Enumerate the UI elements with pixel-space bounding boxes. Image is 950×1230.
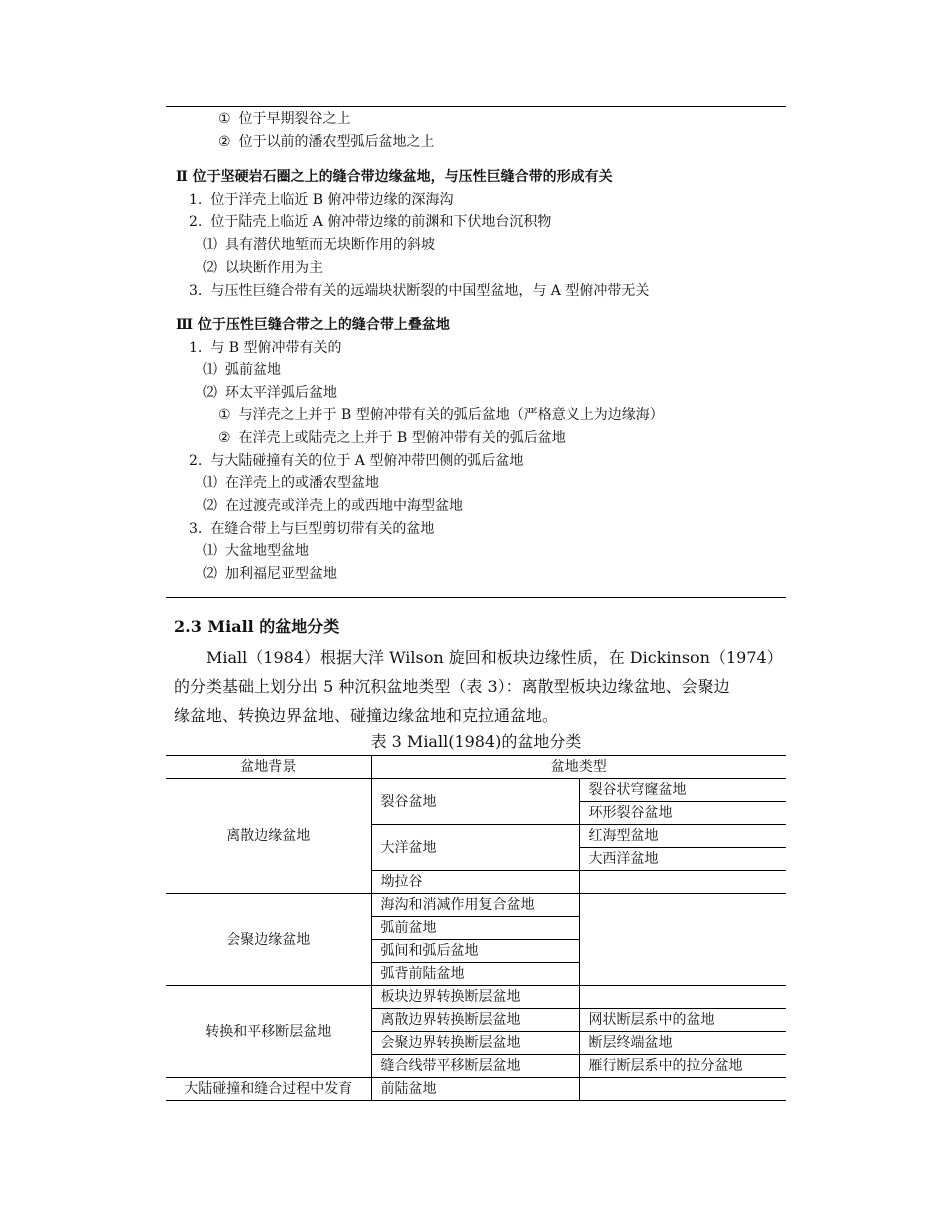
table-row [166, 1078, 786, 1101]
top-rule [166, 106, 786, 107]
table-cell: 大西洋盆地 [579, 848, 786, 871]
list-marker: ⑴ [203, 475, 217, 491]
list-marker: 1. [189, 340, 203, 356]
column-header: 盆地类型 [371, 756, 786, 779]
table-cell-empty [579, 894, 786, 986]
table-cell: 弧间和弧后盆地 [371, 940, 579, 963]
list-marker: ⑵ [203, 260, 217, 276]
list-item [189, 452, 523, 470]
paragraph-line: 的分类基础上划分出 5 种沉积盆地类型（表 3）：离散型板块边缘盆地、会聚边 [174, 677, 730, 696]
list-text: 以块断作用为主 [225, 260, 323, 276]
heading-iii: Ⅲ 位于压性巨缝合带之上的缝合带上叠盆地 [176, 317, 450, 333]
table-cell: 海沟和消减作用复合盆地 [371, 894, 579, 917]
table-cell: 断层终端盆地 [579, 1032, 786, 1055]
list-item [189, 339, 342, 357]
table-cell: 弧背前陆盆地 [371, 963, 579, 986]
list-text: 具有潜伏地堑而无块断作用的斜坡 [225, 237, 435, 253]
list-item [218, 110, 351, 128]
list-text: 在缝合带上与巨型剪切带有关的盆地 [210, 521, 435, 537]
table-row [166, 986, 786, 1009]
list-item [203, 384, 337, 402]
list-text: 与 B 型俯冲带有关的 [210, 340, 342, 356]
table-cell: 前陆盆地 [371, 1078, 579, 1101]
list-text: 大盆地型盆地 [225, 543, 309, 559]
list-marker: ⑵ [203, 566, 217, 582]
list-item [203, 565, 337, 583]
group-cell: 会聚边缘盆地 [166, 894, 371, 986]
table-cell: 板块边界转换断层盆地 [371, 986, 579, 1009]
paragraph-line: Miall（1984）根据大洋 Wilson 旋回和板块边缘性质，在 Dickinson（1974） [206, 648, 783, 667]
list-marker: ⑴ [203, 362, 217, 378]
list-marker: ② [218, 430, 231, 446]
table-cell: 裂谷盆地 [371, 779, 579, 825]
table-cell: 离散边界转换断层盆地 [371, 1009, 579, 1032]
list-text: 弧前盆地 [225, 362, 281, 378]
table-cell: 大洋盆地 [371, 825, 579, 871]
table-cell: 网状断层系中的盆地 [579, 1009, 786, 1032]
table-cell: 坳拉谷 [371, 871, 579, 894]
list-item [218, 133, 435, 151]
table-header-row [166, 756, 786, 779]
list-marker: ⑵ [203, 498, 217, 514]
table-cell: 雁行断层系中的拉分盆地 [579, 1055, 786, 1078]
list-marker: ⑵ [203, 385, 217, 401]
group-cell: 转换和平移断层盆地 [166, 986, 371, 1078]
list-marker: 2. [189, 453, 203, 469]
bottom-rule [166, 597, 786, 598]
list-marker: ⑴ [203, 237, 217, 253]
list-item [203, 542, 309, 560]
list-text: 加利福尼亚型盆地 [225, 566, 337, 582]
list-item [218, 406, 664, 424]
list-marker: ① [218, 407, 231, 423]
table-cell: 红海型盆地 [579, 825, 786, 848]
list-marker: 2. [189, 214, 203, 230]
list-text: 位于陆壳上临近 A 俯冲带边缘的前渊和下伏地台沉积物 [210, 214, 552, 230]
table-row [166, 894, 786, 917]
list-text: 在洋壳上的或潘农型盆地 [225, 475, 379, 491]
section-title: 2.3 Miall 的盆地分类 [174, 617, 340, 636]
list-item [218, 429, 566, 447]
list-text: 与洋壳之上并于 B 型俯冲带有关的弧后盆地（严格意义上为边缘海） [238, 407, 664, 423]
table-cell: 环形裂谷盆地 [579, 802, 786, 825]
list-text: 环太平洋弧后盆地 [225, 385, 337, 401]
list-text: 与大陆碰撞有关的位于 A 型俯冲带凹侧的弧后盆地 [210, 453, 524, 469]
list-marker: 1. [189, 192, 203, 208]
table-cell-empty [579, 871, 786, 894]
list-item [203, 497, 463, 515]
group-cell: 离散边缘盆地 [166, 779, 371, 894]
list-marker: ② [218, 134, 231, 150]
table-cell-empty [579, 1078, 786, 1101]
column-header: 盆地背景 [166, 756, 371, 779]
table-cell: 会聚边界转换断层盆地 [371, 1032, 579, 1055]
list-item [189, 282, 649, 300]
list-marker: 3. [189, 283, 203, 299]
list-item [203, 236, 435, 254]
table-row [166, 779, 786, 802]
list-marker: ⑴ [203, 543, 217, 559]
table-caption: 表 3 Miall(1984)的盆地分类 [370, 732, 582, 751]
list-text: 在过渡壳或洋壳上的或西地中海型盆地 [225, 498, 463, 514]
group-cell: 大陆碰撞和缝合过程中发育 [166, 1078, 371, 1101]
list-text: 位于以前的潘农型弧后盆地之上 [238, 134, 435, 150]
list-marker: 3. [189, 521, 203, 537]
table-cell: 缝合线带平移断层盆地 [371, 1055, 579, 1078]
table-cell-empty [579, 986, 786, 1009]
table-cell: 弧前盆地 [371, 917, 579, 940]
list-text: 与压性巨缝合带有关的远端块状断裂的中国型盆地，与 A 型俯冲带无关 [210, 283, 650, 299]
table-cell: 裂谷状穹窿盆地 [579, 779, 786, 802]
list-item [203, 259, 323, 277]
list-text: 在洋壳上或陆壳之上并于 B 型俯冲带有关的弧后盆地 [238, 430, 566, 446]
list-text: 位于洋壳上临近 B 俯冲带边缘的深海沟 [210, 192, 454, 208]
list-item [203, 474, 379, 492]
list-text: 位于早期裂谷之上 [238, 111, 351, 127]
list-item [189, 520, 434, 538]
basin-classification-table [166, 755, 786, 1101]
list-item [189, 191, 454, 209]
list-item [203, 361, 281, 379]
list-marker: ① [218, 111, 231, 127]
list-item [189, 213, 551, 231]
paragraph-line: 缘盆地、转换边界盆地、碰撞边缘盆地和克拉通盆地。 [174, 706, 559, 725]
heading-ii: Ⅱ 位于坚硬岩石圈之上的缝合带边缘盆地，与压性巨缝合带的形成有关 [176, 169, 613, 185]
